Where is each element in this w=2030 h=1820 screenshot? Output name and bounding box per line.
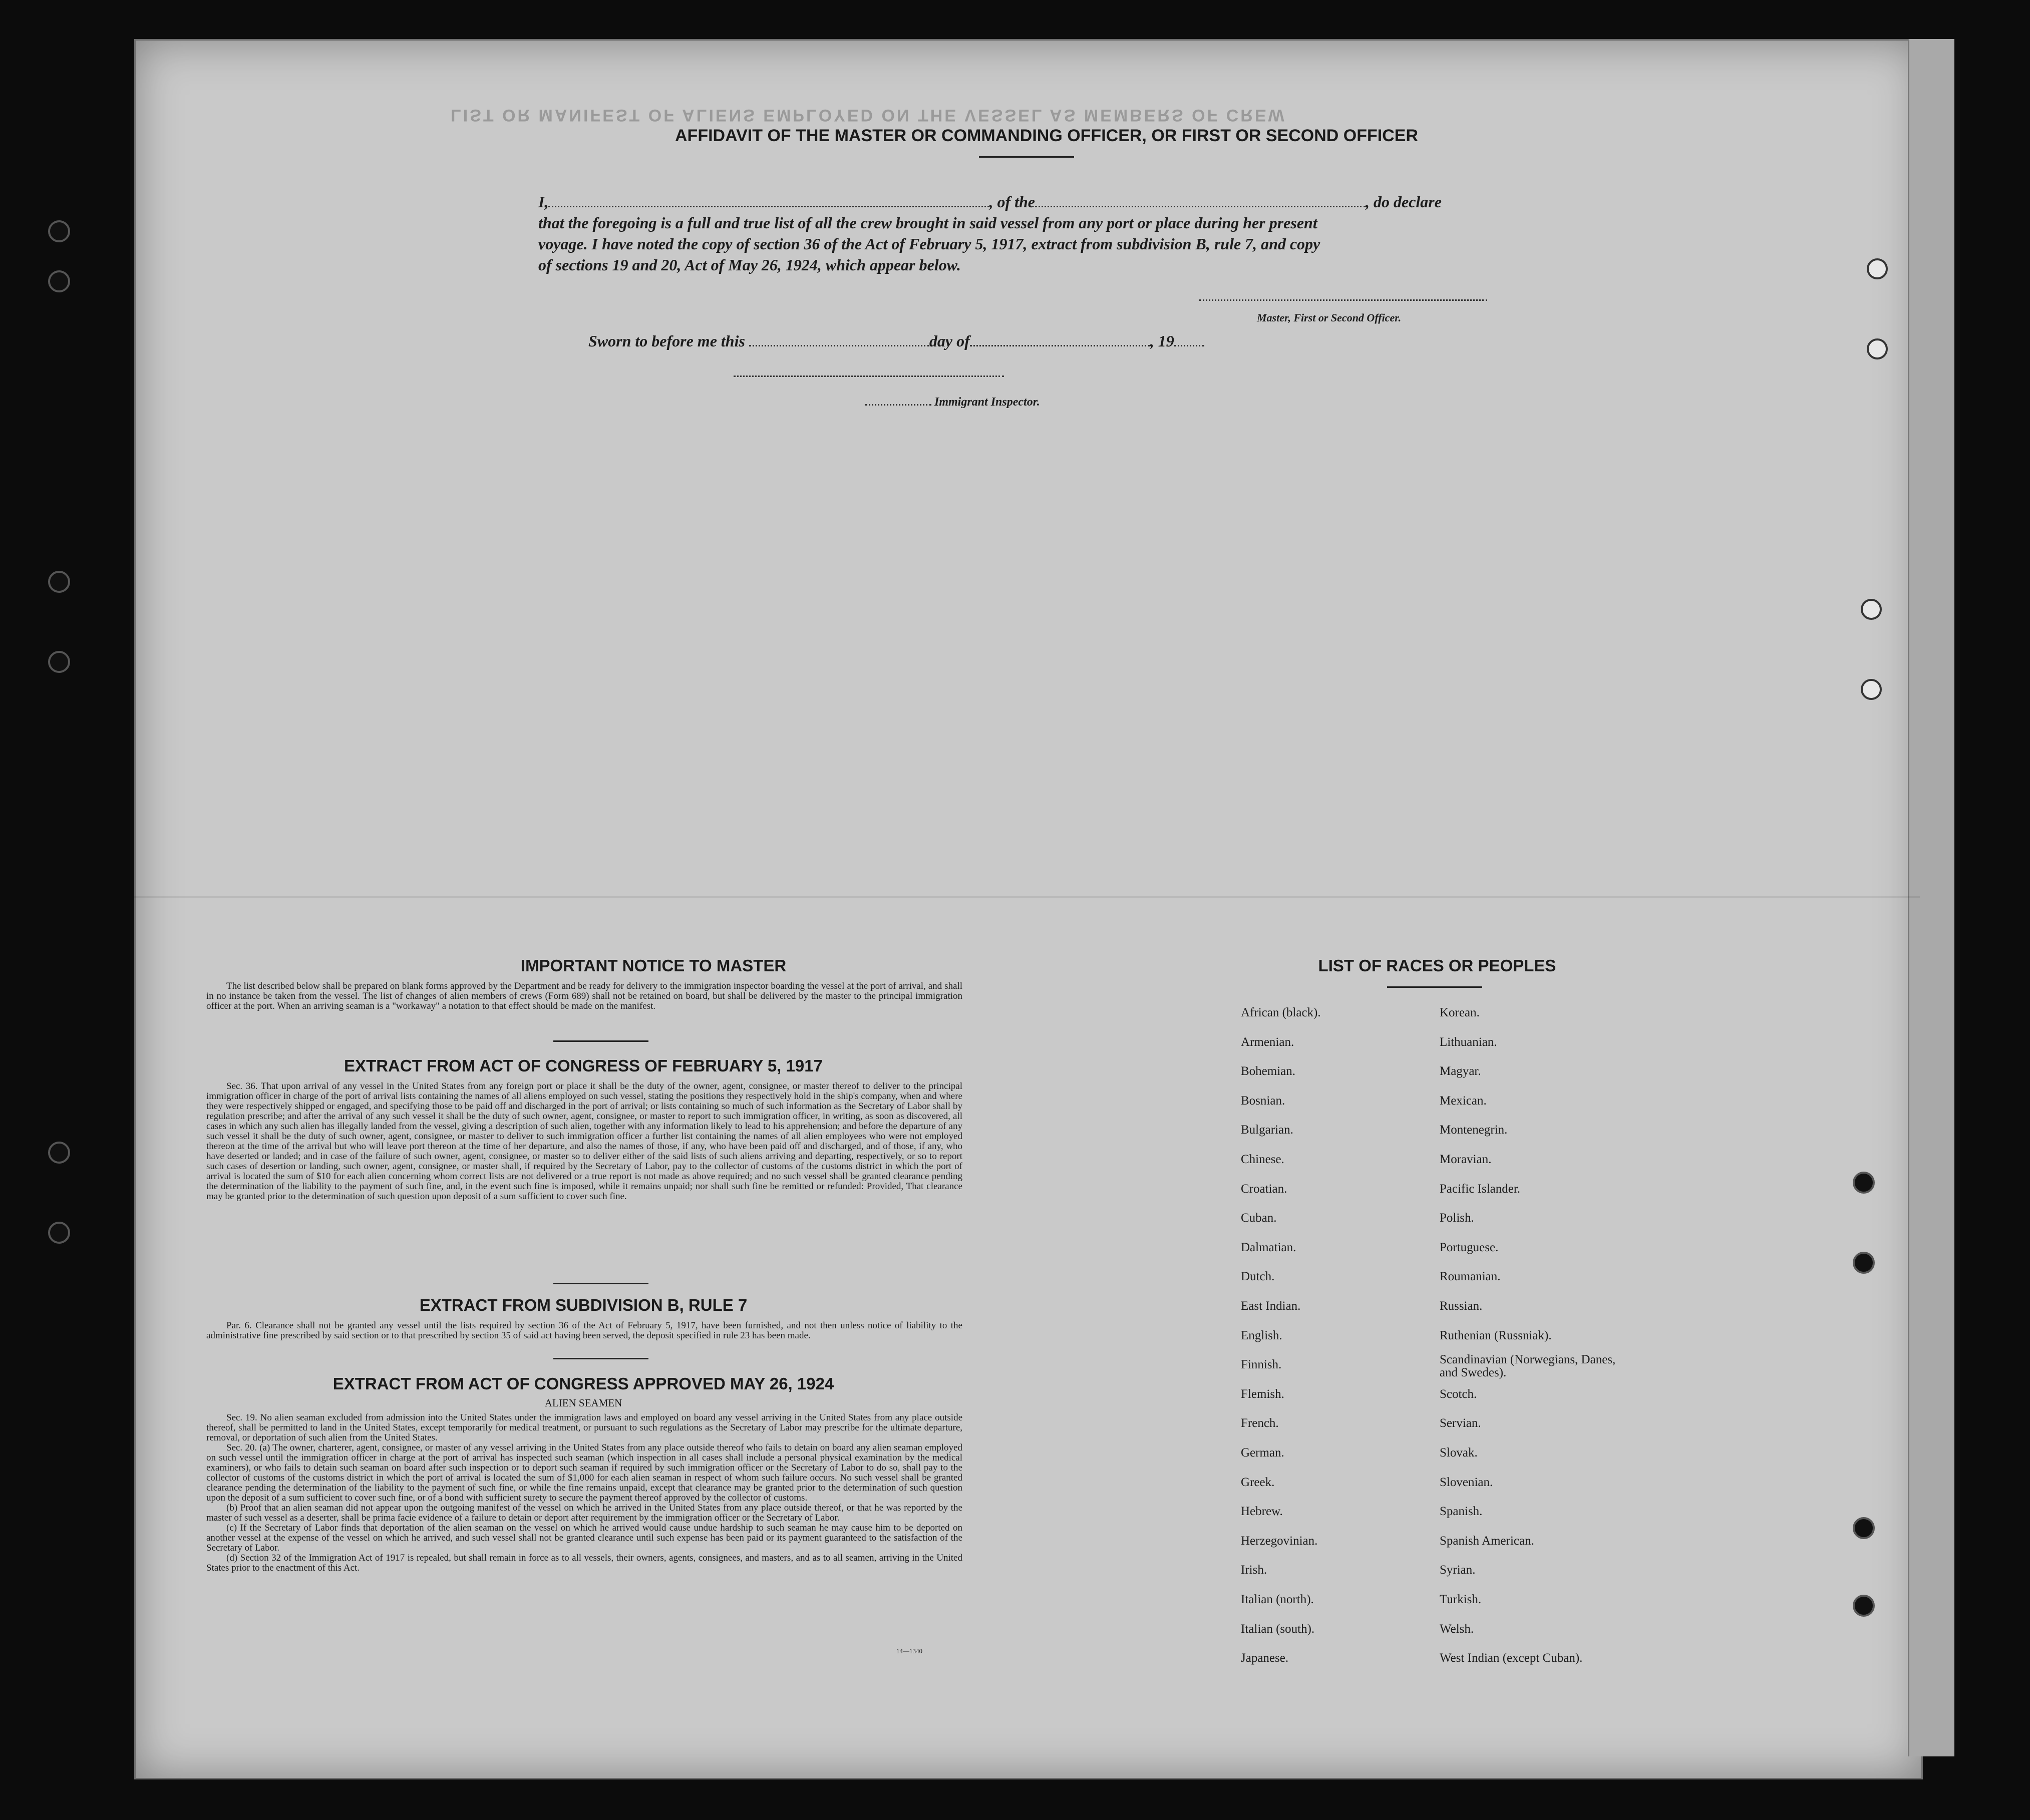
extract-1924-title: EXTRACT FROM ACT OF CONGRESS APPROVED MAY 26, 1924 bbox=[332, 1374, 834, 1393]
race-item: Greek. bbox=[1241, 1475, 1275, 1489]
race-item: English. bbox=[1241, 1328, 1282, 1342]
extract-1924-paragraph: (b) Proof that an alien seaman did not appear upon the outgoing manifest of the vessel on which he arrived in the United States from any place outside thereof, or that he was reported by the master of such vessel as a deserter, shall be prima facie evidence of a failure to detain or deport after requirement by the immigration officer or the Secretary of Labor. bbox=[206, 1503, 962, 1523]
punch-hole bbox=[1861, 679, 1882, 700]
race-item: Slovak. bbox=[1440, 1446, 1478, 1460]
day-blank[interactable] bbox=[749, 345, 929, 346]
race-item: Ruthenian (Russniak). bbox=[1440, 1328, 1552, 1342]
race-item: Finnish. bbox=[1241, 1358, 1282, 1372]
race-item: Dutch. bbox=[1241, 1270, 1275, 1284]
affidavit-line-2: that the foregoing is a full and true list of all the crew brought in said vessel from any port or place during her present bbox=[538, 214, 1317, 232]
race-item: Scandinavian (Norwegians, Danes, and Swedes). bbox=[1440, 1353, 1616, 1380]
sworn-line bbox=[588, 330, 1204, 351]
sworn-before: Sworn to before me this bbox=[588, 332, 745, 350]
extract-1924-text bbox=[206, 1413, 962, 1573]
punch-hole bbox=[48, 220, 70, 242]
punch-hole bbox=[48, 651, 70, 673]
race-item: Irish. bbox=[1241, 1563, 1267, 1577]
extract-rule7-paragraph: Par. 6. Clearance shall not be granted any vessel until the lists required by section 36 of the Act of February 5, 1917, have been furnished, and not then unless notice of liability to the administrative fine prescribed by said section or to that prescribed by section 35 of said act having been served, the deposit specified in rule 23 has been made. bbox=[206, 1320, 962, 1341]
master-signature-blank[interactable] bbox=[1199, 299, 1487, 301]
race-item: Mexican. bbox=[1440, 1094, 1487, 1108]
form-number: 14—1340 bbox=[896, 1647, 922, 1655]
race-item: Korean. bbox=[1440, 1006, 1480, 1019]
race-item: Syrian. bbox=[1440, 1563, 1476, 1577]
inspector-label-text: Immigrant Inspector. bbox=[934, 396, 1040, 409]
extract-1924-paragraph: (c) If the Secretary of Labor finds that deportation of the alien seaman on the vessel on which he arrived would cause undue hardship to such seaman he may cause him to be deported on another vessel at the expense of the vessel on which he arrived, and such vessel shall not be granted clearance until such expense has been paid or its payment guaranteed to the satisfaction of the Secretary of Labor. bbox=[206, 1523, 962, 1553]
race-item: Croatian. bbox=[1241, 1182, 1287, 1196]
race-item: Servian. bbox=[1440, 1416, 1481, 1430]
divider bbox=[1387, 986, 1482, 988]
race-item: Roumanian. bbox=[1440, 1270, 1501, 1284]
race-item: Hebrew. bbox=[1241, 1505, 1283, 1519]
extract-1924-paragraph: Sec. 20. (a) The owner, charterer, agent, consignee, or master of any vessel arriving in the United States from any place outside thereof who fails to detain on board any alien seaman employed on such vessel until the immigration officer in charge at the port of arrival has inspected such seaman (which inspection in all cases shall include a personal physical examination by the medical examiners), or who fails to detain such seaman on board after such inspection or to deport such seaman if required by such immigration officer or the Secretary of Labor to do so, shall pay to the collector of customs of the customs district in which the port of arrival is located the sum of $1,000 for each alien seaman in respect of whom such failure occurs. No such vessel shall be granted clearance pending the determination of the liability to the payment of such fine, or while the fine remains unpaid, except that clearance may be granted prior to the determination of such question upon the deposit of a sum sufficient to cover such fine, or of a bond with sufficient surety to secure the payment thereof approved by the collector of customs. bbox=[206, 1442, 962, 1503]
notice-paragraph: The list described below shall be prepared on blank forms approved by the Department and be ready for delivery to the immigration inspector boarding the vessel at the port of arrival, and shall in no instance be taken from the vessel. The list of changes of alien members of crews (Form 689) shall not be retained on board, but shall be delivered by the master to the principal immigration officer at the port. When an arriving seaman is a "workaway" a notation to that effect should be made on the manifest. bbox=[206, 981, 962, 1011]
race-item: Armenian. bbox=[1241, 1035, 1294, 1049]
inspector-label bbox=[865, 396, 1040, 409]
race-item: Bulgarian. bbox=[1241, 1123, 1293, 1137]
race-item: Cuban. bbox=[1241, 1211, 1277, 1225]
race-item: African (black). bbox=[1241, 1006, 1321, 1019]
punch-hole bbox=[1853, 1172, 1875, 1194]
race-item: Slovenian. bbox=[1440, 1475, 1493, 1489]
race-item: Chinese. bbox=[1241, 1153, 1284, 1166]
extract-1917-text bbox=[206, 1081, 962, 1202]
inspector-leader bbox=[865, 404, 931, 406]
divider bbox=[553, 1040, 648, 1042]
races-title: LIST OF RACES OR PEOPLES bbox=[1318, 956, 1556, 975]
punch-hole bbox=[1867, 338, 1888, 359]
race-item: Portuguese. bbox=[1440, 1240, 1499, 1254]
punch-hole bbox=[1867, 258, 1888, 279]
race-item: East Indian. bbox=[1241, 1299, 1301, 1313]
race-item: Welsh. bbox=[1440, 1622, 1474, 1636]
vessel-blank[interactable] bbox=[1035, 206, 1366, 207]
page-crease bbox=[134, 896, 1920, 898]
race-item: Turkish. bbox=[1440, 1593, 1482, 1606]
divider bbox=[979, 156, 1074, 158]
notice-title: IMPORTANT NOTICE TO MASTER bbox=[520, 956, 787, 975]
affidavit-declare: , do declare bbox=[1366, 193, 1442, 211]
punch-hole bbox=[48, 1222, 70, 1244]
race-item: Bohemian. bbox=[1241, 1064, 1296, 1078]
affidavit-line-4: of sections 19 and 20, Act of May 26, 1924, which appear below. bbox=[538, 256, 961, 274]
affidavit-body bbox=[538, 191, 1520, 275]
punch-hole bbox=[1853, 1517, 1875, 1539]
month-blank[interactable] bbox=[970, 345, 1150, 346]
race-item: Magyar. bbox=[1440, 1064, 1481, 1078]
punch-hole bbox=[48, 571, 70, 593]
race-item: Japanese. bbox=[1241, 1651, 1289, 1665]
race-item: Scotch. bbox=[1440, 1387, 1477, 1401]
notice-text bbox=[206, 981, 962, 1011]
affidavit-line-1 bbox=[538, 191, 1520, 212]
punch-hole bbox=[1853, 1595, 1875, 1617]
race-item: Pacific Islander. bbox=[1440, 1182, 1521, 1196]
race-item: Polish. bbox=[1440, 1211, 1474, 1225]
race-item: Lithuanian. bbox=[1440, 1035, 1497, 1049]
divider bbox=[553, 1283, 648, 1284]
year-prefix: , 19 bbox=[1150, 332, 1174, 350]
race-item: Russian. bbox=[1440, 1299, 1483, 1313]
race-item: West Indian (except Cuban). bbox=[1440, 1651, 1583, 1665]
race-item: Italian (south). bbox=[1241, 1622, 1315, 1636]
race-item: French. bbox=[1241, 1416, 1279, 1430]
race-item: Moravian. bbox=[1440, 1153, 1492, 1166]
punch-hole bbox=[1861, 599, 1882, 620]
extract-1924-paragraph: Sec. 19. No alien seaman excluded from admission into the United States under the immigration laws and employed on board any vessel arriving in the United States from any place outside thereof, shall be permitted to land in the United States, except temporarily for medical treatment, or pursuant to such regulations as the Secretary of Labor may prescribe for the ultimate departure, removal, or deportation of such alien from the United States. bbox=[206, 1412, 962, 1443]
race-item: Dalmatian. bbox=[1241, 1240, 1296, 1254]
master-label: Master, First or Second Officer. bbox=[1257, 311, 1402, 324]
extract-rule7-title: EXTRACT FROM SUBDIVISION B, RULE 7 bbox=[419, 1296, 748, 1314]
extract-1924-subtitle: ALIEN SEAMEN bbox=[544, 1397, 622, 1409]
punch-hole bbox=[48, 270, 70, 292]
affidavit-of-the: , of the bbox=[989, 193, 1035, 211]
affidavit-title: AFFIDAVIT OF THE MASTER OR COMMANDING OFFICER, OR FIRST OR SECOND OFFICER bbox=[675, 126, 1418, 145]
inspector-signature-blank[interactable] bbox=[734, 376, 1004, 377]
punch-hole bbox=[1853, 1252, 1875, 1274]
race-item: Herzegovinian. bbox=[1241, 1534, 1318, 1548]
divider bbox=[553, 1358, 648, 1359]
race-item: Flemish. bbox=[1241, 1387, 1284, 1401]
extract-1917-paragraph: Sec. 36. That upon arrival of any vessel in the United States from any foreign port or place it shall be the duty of the owner, agent, consignee, or master thereof to deliver to the principal immigration officer in charge of the port of arrival lists containing the names of all aliens employed on such vessel, stating the positions they respectively hold in the ship's company, when and where they were respectively shipped or engaged, and specifying those to be paid off and discharged in the port of arrival; or lists containing so much of such information as the Secretary of Labor shall by regulation prescribe; and after the arrival of any such vessel it shall be the duty of such owner, agent, consignee, or master to report to such immigration officer, in writing, as soon as discovered, all cases in which any such alien has illegally landed from the vessel, giving a description of such alien, together with any information likely to lead to his apprehension; and before the departure of any such vessel it shall be the duty of such owner, agent, consignee, or master to deliver to such immigration officer a further list containing the names of all alien employees who were not employed thereon at the time of the arrival but who will leave port thereon at the time of her departure, and also the names of those, if any, who have been paid off and discharged, and of those, if any, who have deserted or landed; and in case of the failure of such owner, agent, consignee, or master so to deliver either of the said lists of such aliens arriving and departing, respectively, or so to report such cases of desertion or landing, such owner, agent, consignee, or master shall, if required by the Secretary of Labor, pay to the collector of customs of the customs district in which the port of arrival is located the sum of $10 for each alien concerning whom correct lists are not delivered or a true report is not made as above required; and no such vessel shall be granted clearance pending the determination of the liability to the payment of such fine, and, in the event such fine is imposed, while it remains unpaid; nor shall such fine be remitted or refunded: Provided, That clearance may be granted prior to the determination of such question upon deposit of a sum sufficient to cover such fine. bbox=[206, 1081, 962, 1202]
extract-1917-title: EXTRACT FROM ACT OF CONGRESS OF FEBRUARY 5, 1917 bbox=[344, 1056, 823, 1075]
affidavit-line-3: voyage. I have noted the copy of section 36 of the Act of February 5, 1917, extract from subdivision B, rule 7, and copy bbox=[538, 235, 1320, 253]
race-item: Spanish American. bbox=[1440, 1534, 1534, 1548]
name-blank[interactable] bbox=[548, 206, 989, 207]
race-item: Bosnian. bbox=[1241, 1094, 1285, 1108]
day-of: day of bbox=[929, 332, 970, 350]
race-item: Spanish. bbox=[1440, 1505, 1483, 1519]
race-item: Italian (north). bbox=[1241, 1593, 1314, 1606]
bleed-through-text: LIST OR MANIFEST OF ALIENS EMPLOYED ON THE VESSEL AS MEMBERS OF CREW bbox=[451, 106, 1286, 125]
affidavit-i: I, bbox=[538, 193, 549, 211]
year-blank[interactable] bbox=[1174, 345, 1204, 346]
race-item: Montenegrin. bbox=[1440, 1123, 1508, 1137]
extract-1924-paragraph: (d) Section 32 of the Immigration Act of 1917 is repealed, but shall remain in force as to all vessels, their owners, agents, consignees, and masters, and as to all seamen, arriving in the United States prior to the enactment of this Act. bbox=[206, 1553, 962, 1573]
punch-hole bbox=[48, 1142, 70, 1164]
race-item: German. bbox=[1241, 1446, 1284, 1460]
extract-rule7-text bbox=[206, 1321, 962, 1341]
